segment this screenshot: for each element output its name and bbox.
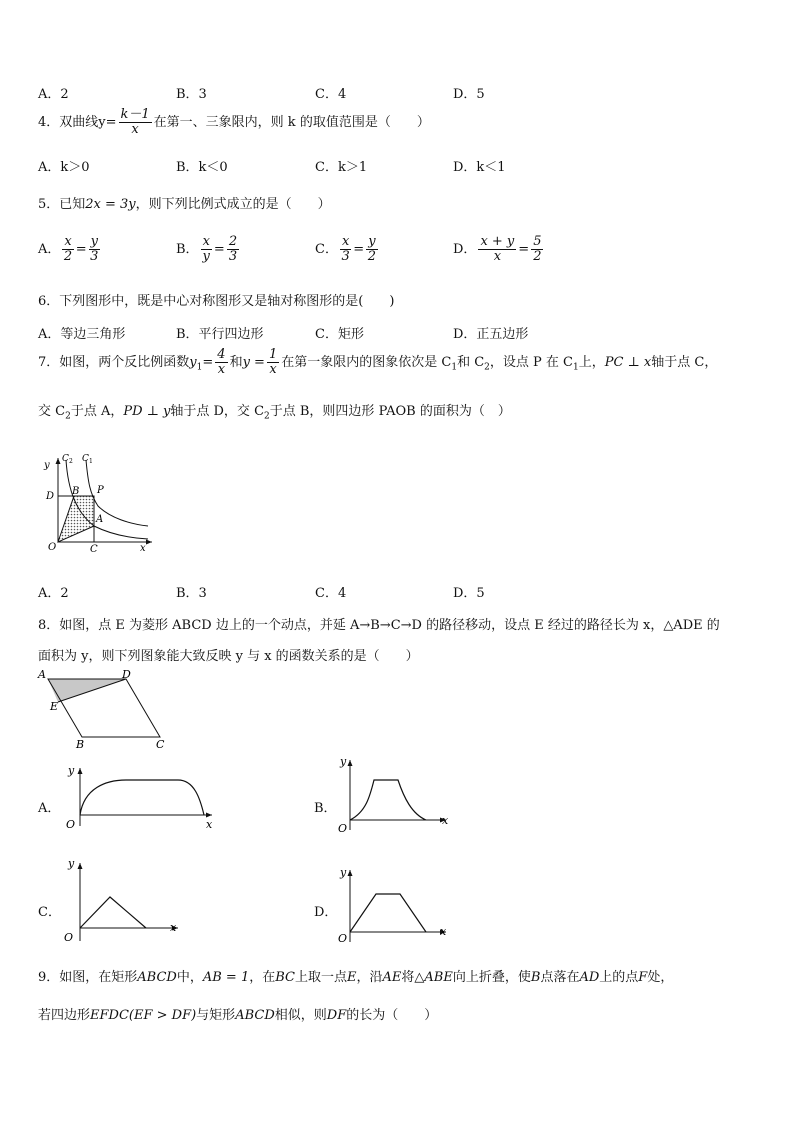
q8a-y-arrow-icon <box>78 768 83 774</box>
q8b-y-arrow-icon <box>348 760 353 766</box>
q9-bc: BC <box>275 970 295 985</box>
q5-a-label: A． <box>38 242 61 257</box>
q7-l2-a: 交 C <box>38 404 66 419</box>
q8-stem-line2: 面积为 y，则下列图象能大致反映 y 与 x 的函数关系的是（ ） <box>38 649 419 664</box>
q9-stem-line1 <box>38 966 673 985</box>
q3-option-c[interactable]: C．4 <box>315 87 347 102</box>
q7-l2-sub2: 2 <box>264 411 270 422</box>
q8-graph-a[interactable] <box>60 760 220 832</box>
q9-l1-g: 向上折叠，使 <box>452 970 531 985</box>
q5-b-eq: = <box>213 242 225 257</box>
q5-d-d2: 2 <box>533 249 542 264</box>
q4-option-a[interactable]: A．k＞0 <box>38 160 90 175</box>
q8a-label-y: y <box>68 764 75 777</box>
q8b-curve <box>350 780 426 820</box>
q8c-y-arrow-icon <box>78 863 83 869</box>
q8d-label-o: O <box>338 932 348 944</box>
q8b-label-x: x <box>442 814 449 827</box>
q5-suffix: ，则下列比例式成立的是（ ） <box>135 197 331 212</box>
q9-l1-a: 9．如图，在矩形 <box>38 970 138 985</box>
q7-label-c1-sub: 1 <box>89 458 93 465</box>
q7-f1-num: 4 <box>217 347 226 362</box>
q8a-x-arrow-icon <box>206 813 212 818</box>
q9-stem-line2 <box>38 1004 437 1023</box>
q4-frac-num: k－1 <box>120 107 150 122</box>
q5-a-n1: x <box>64 234 72 249</box>
q7-c1-sub: 1 <box>451 362 458 373</box>
q5-a-d1: 2 <box>63 249 73 264</box>
q5-d-label: D． <box>453 242 477 257</box>
q8-option-c[interactable]: C． <box>38 905 61 920</box>
q8b-label-y: y <box>340 755 347 768</box>
q7-pd-expr: PD ⊥ y <box>123 404 171 419</box>
q8-option-a[interactable]: A． <box>38 801 61 816</box>
q7-x-arrow-icon <box>146 540 152 545</box>
q9-ad: AD <box>579 970 600 985</box>
q5-b-n2: 2 <box>228 234 238 249</box>
q4-stem <box>38 108 430 137</box>
q7-l2-c: 轴于点 D，交 C <box>170 404 265 419</box>
q9-l1-b: 中， <box>176 970 203 985</box>
q7-l1-prefix: 7．如图，两个反比例函数 <box>38 355 190 370</box>
q8-graph-c[interactable] <box>60 855 190 945</box>
q8-stem-line1: 8．如图，点 E 为菱形 ABCD 边上的一个动点，并延 A→B→C→D 的路径移动，设点 E 经过的路径长为 x，△ADE 的 <box>38 618 720 633</box>
q7-figure <box>40 450 160 560</box>
q7-option-b[interactable]: B．3 <box>176 586 207 601</box>
q9-f: F <box>638 970 648 985</box>
q7-label-B: B <box>72 486 80 497</box>
q7-c1b-sub: 1 <box>572 362 579 373</box>
q9-l1-d: 上取一点 <box>295 970 348 985</box>
q8-label-B: B <box>76 738 85 751</box>
q5-b-d1: y <box>202 249 210 264</box>
q7-l2-sub: 2 <box>65 411 71 422</box>
q7-label-c2-sub: 2 <box>69 458 73 465</box>
q9-l2-c: 相似，则 <box>274 1008 327 1023</box>
q7-label-O: O <box>48 542 57 553</box>
q5-a-d2: 3 <box>90 249 99 264</box>
q7-option-d[interactable]: D．5 <box>453 586 485 601</box>
q9-abcd2: ABCD <box>235 1008 275 1023</box>
q9-paren: (EF > DF) <box>128 1008 197 1023</box>
q9-l1-c: ，在 <box>249 970 276 985</box>
q3-option-a[interactable]: A．2 <box>38 87 69 102</box>
q6-option-a[interactable]: A．等边三角形 <box>38 327 126 342</box>
q5-c-label: C． <box>315 242 338 257</box>
q7-stem-line2 <box>38 400 511 422</box>
q6-option-b[interactable]: B．平行四边形 <box>176 327 264 342</box>
q7-label-x: x <box>140 543 146 554</box>
q9-l1-f: 将△ <box>401 970 425 985</box>
q4-option-d[interactable]: D．k＜1 <box>453 160 506 175</box>
q9-df: DF <box>326 1008 347 1023</box>
q8d-curve <box>350 894 426 932</box>
q4-option-c[interactable]: C．k＞1 <box>315 160 368 175</box>
q7-y-arrow-icon <box>56 458 61 464</box>
q9-l2-a: 若四边形 <box>38 1008 91 1023</box>
q8-label-C: C <box>156 738 165 751</box>
q5-c-n2: y <box>368 234 376 249</box>
q6-option-d[interactable]: D．正五边形 <box>453 327 529 342</box>
q9-b: B <box>530 970 541 985</box>
q7-label-y: y <box>44 460 50 471</box>
q6-stem: 6．下列图形中，既是中心对称图形又是轴对称图形的是( ) <box>38 294 395 309</box>
q6-option-c[interactable]: C．矩形 <box>315 327 364 342</box>
q8-option-b[interactable]: B． <box>314 801 337 816</box>
q4-suffix: 在第一、三象限内，则 k 的取值范围是（ ） <box>153 115 430 130</box>
q5-d-eq: = <box>518 242 530 257</box>
q9-ab: AB = 1 <box>202 970 250 985</box>
q7-f2-num: 1 <box>268 347 278 362</box>
q9-l2-d: 的长为（ ） <box>346 1008 438 1023</box>
q7-option-a[interactable]: A．2 <box>38 586 69 601</box>
q9-l1-i: 上的点 <box>599 970 639 985</box>
q5-b-n1: x <box>202 234 210 249</box>
q5-b-d2: 3 <box>228 249 238 264</box>
q7-l1-mid4: 上， <box>578 355 605 370</box>
q3-option-b[interactable]: B．3 <box>176 87 207 102</box>
q7-c2-sub: 2 <box>484 362 490 373</box>
q3-option-d[interactable]: D．5 <box>453 87 485 102</box>
q7-pc-expr: PC ⊥ x <box>604 355 652 370</box>
q8c-curve <box>80 897 146 928</box>
q5-option-a[interactable] <box>38 235 102 264</box>
q7-y2: y = <box>242 355 265 370</box>
q7-f2-den: x <box>269 362 277 377</box>
q7-label-P: P <box>97 485 104 496</box>
q7-label-c2: C <box>62 454 69 464</box>
q5-c-d2: 2 <box>367 249 377 264</box>
q5-c-n1: x <box>341 234 350 249</box>
q5-expr: 2x = 3y <box>85 197 136 212</box>
q5-d-n1: x + y <box>480 234 515 249</box>
q4-prefix: 4．双曲线y= <box>38 115 117 130</box>
q7-y1: y <box>189 355 197 370</box>
q9-l1-h: 点落在 <box>540 970 580 985</box>
q7-l2-d: 于点 B，则四边形 PAOB 的面积为（ ） <box>269 404 511 419</box>
q8d-label-y: y <box>340 866 347 879</box>
q7-stem-line1 <box>38 348 717 377</box>
q8-option-d[interactable]: D． <box>314 905 338 920</box>
q7-y1-sub: 1 <box>196 362 203 373</box>
q5-option-b[interactable] <box>176 235 241 264</box>
q9-efdc: EFDC <box>90 1008 129 1023</box>
q7-option-c[interactable]: C．4 <box>315 586 347 601</box>
q5-a-n2: y <box>90 234 98 249</box>
q8d-label-x: x <box>440 925 447 938</box>
q7-label-C: C <box>90 544 98 555</box>
q8c-label-x: x <box>170 921 177 934</box>
q5-c-eq: = <box>353 242 365 257</box>
q8-rhombus-figure <box>34 666 174 752</box>
q7-l1-mid3: ，设点 P 在 C <box>489 355 573 370</box>
q7-label-D: D <box>46 491 55 502</box>
q5-option-d[interactable] <box>453 235 545 264</box>
q4-frac-den: x <box>131 122 139 137</box>
q7-label-A: A <box>96 514 104 525</box>
q8-graph-b[interactable] <box>334 752 454 832</box>
q8a-label-x: x <box>206 818 213 831</box>
q7-f1-den: x <box>217 362 226 377</box>
q7-l1-mid2: 和 C <box>457 355 485 370</box>
q7-label-c1: C <box>82 454 89 464</box>
q8-graph-d[interactable] <box>334 860 454 944</box>
q5-c-d1: 3 <box>341 249 350 264</box>
q8a-curve <box>80 780 204 815</box>
q5-d-d1: x <box>493 249 502 264</box>
q9-abe: ABE <box>424 970 453 985</box>
q8-label-A: A <box>38 668 46 681</box>
q8c-label-y: y <box>68 857 75 870</box>
q9-abcd: ABCD <box>137 970 177 985</box>
q9-e: E <box>347 970 357 985</box>
q7-l2-b: 于点 A， <box>70 404 124 419</box>
q7-eq: = <box>202 355 214 370</box>
q7-and: 和 <box>229 355 243 370</box>
q7-l1-end: 轴于点 C， <box>651 355 718 370</box>
q9-l1-e: ，沿 <box>356 970 383 985</box>
q5-d-n2: 5 <box>533 234 542 249</box>
q8-label-E: E <box>50 700 59 713</box>
q9-l1-j: 处， <box>647 970 674 985</box>
q8b-label-o: O <box>338 822 348 832</box>
q4-option-b[interactable]: B．k＜0 <box>176 160 228 175</box>
q8d-y-arrow-icon <box>348 870 353 876</box>
q5-a-eq: = <box>75 242 87 257</box>
q5-b-label: B． <box>176 242 199 257</box>
q9-ae: AE <box>382 970 402 985</box>
q8a-label-o: O <box>66 818 76 831</box>
q5-stem <box>38 193 331 212</box>
q4-fraction <box>119 108 152 137</box>
q5-option-c[interactable] <box>315 235 380 264</box>
q8-label-D: D <box>122 668 131 681</box>
q9-l2-b: 与矩形 <box>196 1008 236 1023</box>
q8c-label-o: O <box>64 931 74 944</box>
q7-l1-mid: 在第一象限内的图象依次是 C <box>281 355 452 370</box>
q5-prefix: 5．已知 <box>38 197 86 212</box>
